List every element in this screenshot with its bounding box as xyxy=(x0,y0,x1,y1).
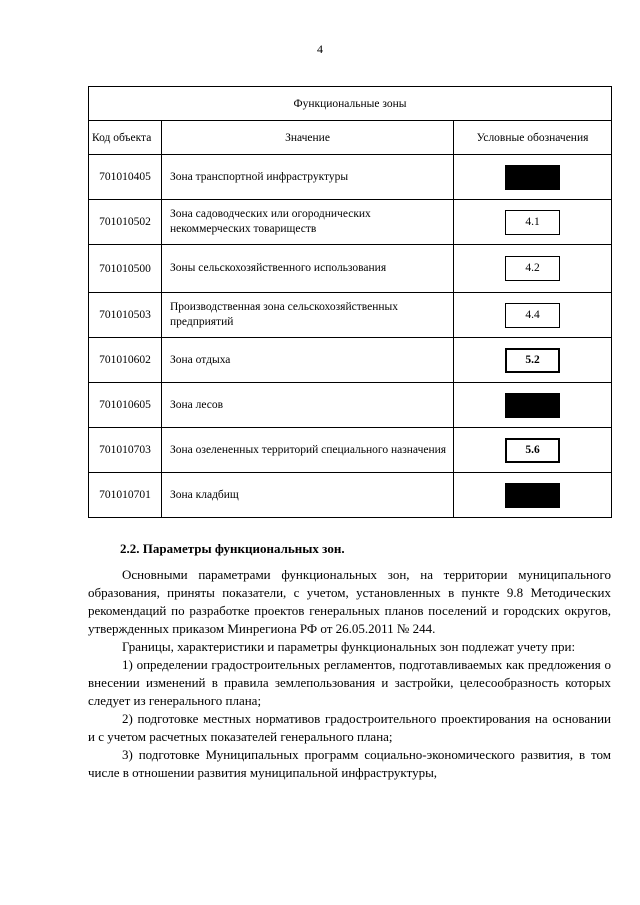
zone-name: Зона транспортной инфраструктуры xyxy=(162,155,454,200)
paragraph: 3) подготовке Муниципальных программ социально-экономического развития, в том числе в отношении развития муниципальной инфраструктуры, xyxy=(88,747,611,780)
table-row xyxy=(89,293,612,338)
object-code: 701010605 xyxy=(89,383,162,428)
table-row xyxy=(89,473,612,518)
zone-name: Зона садоводческих или огороднических некоммерческих товариществ xyxy=(162,200,454,245)
page-number: 4 xyxy=(317,42,323,56)
legend-cell xyxy=(454,383,612,428)
paragraph: 2) подготовке местных нормативов градостроительного проектирования на основании и с учетом расчетных показателей генерального плана; xyxy=(88,711,611,744)
table-row xyxy=(89,338,612,383)
functional-zones-table xyxy=(88,86,612,518)
table-row xyxy=(89,200,612,245)
legend-cell xyxy=(454,155,612,200)
legend-cell xyxy=(454,473,612,518)
object-code: 701010503 xyxy=(89,293,162,338)
paragraph: Основными параметрами функциональных зон, на территории муниципального образования, приняты показатели, с учетом, установленных в пункте 9.8 Методических рекомендаций по разработке проектов генеральных планов поселений и городских округов, утвержденных приказом Минрегиона РФ от 26.05.2011 № 244. xyxy=(88,567,611,636)
zone-name: Зона лесов xyxy=(162,383,454,428)
table-row xyxy=(89,428,612,473)
legend-swatch xyxy=(505,393,560,418)
legend-swatch: 4.2 xyxy=(505,256,560,281)
legend-swatch: 4.1 xyxy=(505,210,560,235)
legend-swatch: 5.2 xyxy=(505,348,560,373)
paragraph: Границы, характеристики и параметры функциональных зон подлежат учету при: xyxy=(122,639,576,654)
object-code: 701010500 xyxy=(89,245,162,293)
legend-swatch: 4.4 xyxy=(505,303,560,328)
legend-cell xyxy=(454,338,612,383)
legend-cell xyxy=(454,245,612,293)
header-symbol: Условные обозначения xyxy=(454,121,612,155)
zone-name: Зона озелененных территорий специального назначения xyxy=(162,428,454,473)
zone-name: Зона отдыха xyxy=(162,338,454,383)
table-caption: Функциональные зоны xyxy=(89,87,612,121)
header-value: Значение xyxy=(162,121,454,155)
legend-swatch xyxy=(505,165,560,190)
zone-name: Производственная зона сельскохозяйственных предприятий xyxy=(162,293,454,338)
object-code: 701010405 xyxy=(89,155,162,200)
legend-cell xyxy=(454,200,612,245)
section-title: 2.2. Параметры функциональных зон. xyxy=(120,541,345,556)
legend-swatch: 5.6 xyxy=(505,438,560,463)
zone-name: Зона кладбищ xyxy=(162,473,454,518)
zone-name: Зоны сельскохозяйственного использования xyxy=(162,245,454,293)
header-code: Код объекта xyxy=(89,121,162,155)
paragraph: 1) определении градостроительных регламентов, подготавливаемых как предложения о внесении изменений в правила землепользования и застройки, целесообразность которых следует из генерального плана; xyxy=(88,657,611,708)
object-code: 701010703 xyxy=(89,428,162,473)
object-code: 701010602 xyxy=(89,338,162,383)
table-row xyxy=(89,383,612,428)
table-row xyxy=(89,245,612,293)
body-text xyxy=(88,566,611,782)
legend-swatch xyxy=(505,483,560,508)
object-code: 701010701 xyxy=(89,473,162,518)
legend-cell xyxy=(454,293,612,338)
object-code: 701010502 xyxy=(89,200,162,245)
legend-cell xyxy=(454,428,612,473)
table-row xyxy=(89,155,612,200)
